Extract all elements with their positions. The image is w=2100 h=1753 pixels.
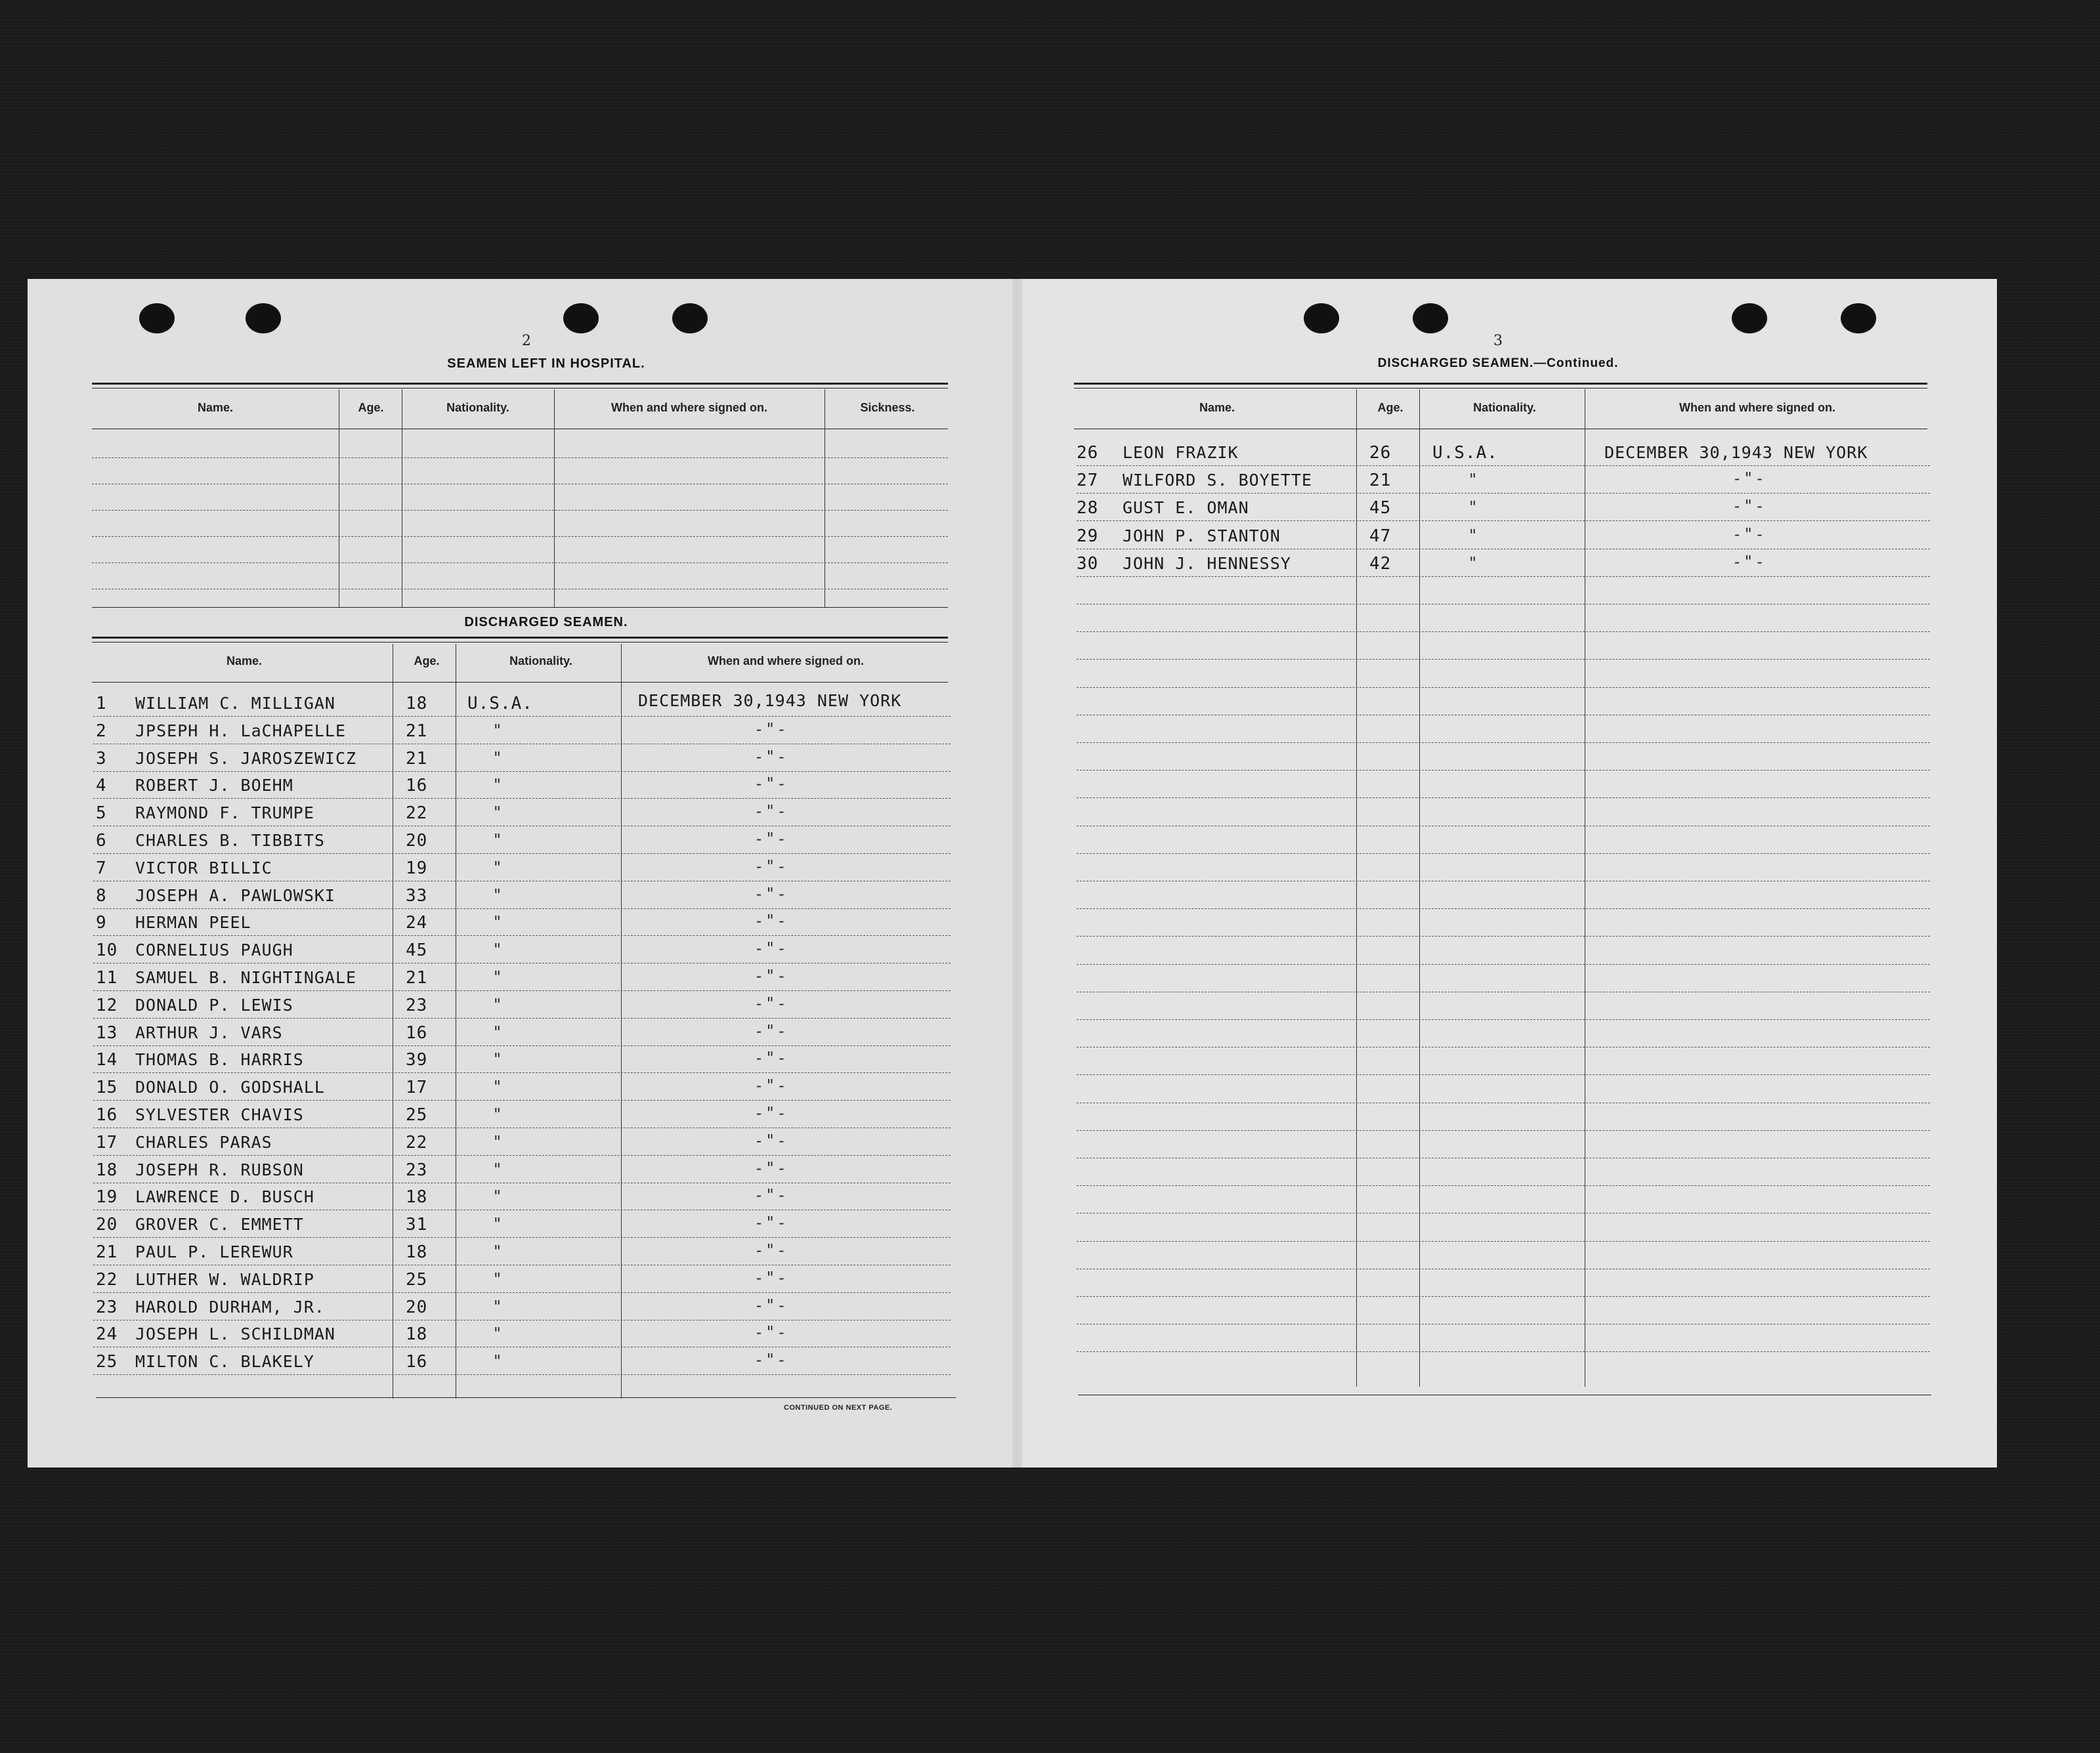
row-number: 1	[96, 694, 107, 713]
row-number: 13	[96, 1023, 118, 1043]
signed-on-ditto: - " -	[756, 1076, 784, 1095]
nationality-ditto: "	[1469, 554, 1477, 572]
seaman-nationality: U.S.A.	[467, 694, 533, 713]
signed-on-ditto: - " -	[756, 1214, 784, 1232]
right-col-age: Age.	[1377, 401, 1404, 414]
row-rule	[1077, 1296, 1930, 1297]
seaman-age: 45	[1369, 498, 1392, 518]
signed-on-ditto: - " -	[756, 912, 784, 930]
seaman-age: 45	[406, 940, 428, 960]
continued-note: CONTINUED ON NEXT PAGE.	[784, 1404, 893, 1412]
seaman-age: 23	[406, 1160, 428, 1180]
seaman-nationality: U.S.A.	[1432, 443, 1498, 463]
row-number: 9	[96, 913, 107, 933]
nationality-ditto: "	[494, 940, 502, 959]
seaman-age: 18	[406, 1324, 428, 1344]
seaman-name: VICTOR BILLIC	[135, 858, 272, 877]
row-rule	[1077, 465, 1930, 466]
row-number: 22	[96, 1270, 118, 1290]
row-number: 10	[96, 940, 118, 960]
row-number: 11	[96, 968, 118, 988]
seaman-age: 26	[1369, 443, 1392, 463]
punch-hole-icon	[139, 303, 175, 333]
seaman-age: 25	[406, 1270, 428, 1290]
seaman-age: 31	[406, 1215, 428, 1235]
signed-on-ditto: - " -	[756, 748, 784, 766]
signed-on-ditto: - " -	[756, 939, 784, 958]
row-number: 8	[96, 886, 107, 906]
row-number: 14	[96, 1050, 118, 1070]
col-divider	[1356, 389, 1357, 1387]
nationality-ditto: "	[494, 776, 502, 794]
row-rule	[93, 1072, 951, 1073]
signed-on-ditto: - " -	[756, 802, 784, 820]
row-rule	[1077, 1019, 1930, 1020]
row-rule	[1077, 1351, 1930, 1352]
hospital-top-rule-thin	[92, 388, 948, 389]
row-rule	[1077, 576, 1930, 577]
hospital-blank-row	[92, 510, 948, 511]
seaman-age: 24	[406, 913, 428, 933]
nationality-ditto: "	[494, 1352, 502, 1370]
row-rule	[93, 716, 951, 717]
row-rule	[93, 1292, 951, 1293]
nationality-ditto: "	[494, 1160, 502, 1179]
discharged-top-rule	[92, 637, 948, 639]
seaman-age: 22	[406, 803, 428, 823]
hospital-col-age: Age.	[358, 401, 384, 414]
row-rule	[1077, 908, 1930, 909]
discharged-top-rule-thin-2	[92, 642, 948, 643]
row-rule	[1077, 1074, 1930, 1075]
col-divider	[554, 389, 555, 607]
seaman-name: HERMAN PEEL	[135, 913, 251, 932]
page-number-right: 3	[1493, 333, 1503, 349]
seaman-name: LEON FRAZIK	[1123, 443, 1239, 462]
nationality-ditto: "	[494, 913, 502, 931]
row-number: 16	[96, 1105, 118, 1125]
seaman-name: ROBERT J. BOEHM	[135, 776, 293, 795]
nationality-ditto: "	[494, 1242, 502, 1261]
row-rule	[1077, 1185, 1930, 1186]
row-number: 25	[96, 1352, 118, 1372]
row-rule	[1077, 493, 1930, 494]
row-rule	[93, 1155, 951, 1156]
seaman-name: JOSEPH A. PAWLOWSKI	[135, 886, 335, 905]
nationality-ditto: "	[494, 968, 502, 986]
discharged-col-nationality: Nationality.	[509, 654, 572, 667]
signed-on-ditto: - " -	[1734, 525, 1763, 543]
seaman-name: DONALD O. GODSHALL	[135, 1078, 325, 1097]
signed-on-ditto: - " -	[756, 1131, 784, 1150]
row-number: 19	[96, 1187, 118, 1207]
signed-on-ditto: - " -	[756, 967, 784, 985]
discharged-top-rule-thin	[92, 607, 948, 608]
row-rule	[1077, 797, 1930, 798]
signed-on-ditto: - " -	[756, 1269, 784, 1287]
row-rule	[1077, 659, 1930, 660]
nationality-ditto: "	[494, 1324, 502, 1343]
row-rule	[93, 798, 951, 799]
row-number: 15	[96, 1078, 118, 1097]
punch-hole-icon	[1732, 303, 1767, 333]
row-number: 28	[1077, 498, 1099, 518]
row-number: 6	[96, 831, 107, 851]
col-divider	[621, 644, 622, 1399]
signed-on-ditto: - " -	[756, 1323, 784, 1341]
row-rule	[93, 990, 951, 991]
seaman-age: 16	[406, 1023, 428, 1043]
seaman-name: DONALD P. LEWIS	[135, 996, 293, 1015]
discharged-section-title: DISCHARGED SEAMEN.	[464, 615, 628, 629]
discharged-col-age: Age.	[414, 654, 440, 667]
page-gutter	[1012, 279, 1023, 1468]
right-col-signed-on: When and where signed on.	[1679, 401, 1836, 414]
discharged-col-name: Name.	[226, 654, 263, 667]
signed-on-ditto: - " -	[756, 1186, 784, 1204]
nationality-ditto: "	[494, 1023, 502, 1042]
seaman-name: GUST E. OMAN	[1123, 498, 1249, 517]
nationality-ditto: "	[494, 1187, 502, 1206]
nationality-ditto: "	[494, 1078, 502, 1096]
seaman-name: CORNELIUS PAUGH	[135, 940, 293, 960]
nationality-ditto: "	[494, 749, 502, 767]
hospital-section-title: SEAMEN LEFT IN HOSPITAL.	[447, 356, 645, 371]
nationality-ditto: "	[494, 1215, 502, 1233]
seaman-age: 17	[406, 1078, 428, 1097]
seaman-age: 21	[406, 749, 428, 769]
hospital-top-rule	[92, 383, 948, 385]
row-rule	[93, 1018, 951, 1019]
seaman-name: JOSEPH L. SCHILDMAN	[135, 1324, 335, 1343]
row-rule	[93, 1374, 951, 1375]
seaman-age: 16	[406, 776, 428, 795]
hospital-blank-row	[92, 562, 948, 563]
row-number: 29	[1077, 526, 1099, 546]
seaman-age: 23	[406, 996, 428, 1015]
nationality-ditto: "	[494, 996, 502, 1014]
signed-on-ditto: - " -	[756, 885, 784, 903]
right-col-name: Name.	[1199, 401, 1235, 414]
nationality-ditto: "	[494, 858, 502, 877]
signed-on-ditto: - " -	[756, 1049, 784, 1067]
signed-on-ditto: - " -	[756, 1022, 784, 1040]
nationality-ditto: "	[494, 803, 502, 822]
seaman-age: 47	[1369, 526, 1392, 546]
discharged-bottom-rule	[96, 1397, 956, 1398]
nationality-ditto: "	[1469, 471, 1477, 489]
nationality-ditto: "	[494, 1133, 502, 1151]
signed-on-ditto: - " -	[756, 857, 784, 876]
nationality-ditto: "	[494, 1050, 502, 1068]
row-rule	[1077, 1130, 1930, 1131]
nationality-ditto: "	[494, 1298, 502, 1316]
hospital-blank-row	[92, 536, 948, 537]
seaman-age: 20	[406, 1298, 428, 1317]
row-number: 26	[1077, 443, 1099, 463]
punch-hole-icon	[672, 303, 708, 333]
seaman-age: 18	[406, 1242, 428, 1262]
nationality-ditto: "	[494, 721, 502, 740]
row-rule	[93, 1045, 951, 1046]
seaman-name: JPSEPH H. LaCHAPELLE	[135, 721, 347, 740]
signed-on-ditto: - " -	[756, 774, 784, 793]
seaman-name: RAYMOND F. TRUMPE	[135, 803, 314, 822]
row-rule	[1077, 520, 1930, 521]
row-rule	[1077, 853, 1930, 854]
seaman-age: 22	[406, 1133, 428, 1152]
row-rule	[93, 1237, 951, 1238]
row-number: 27	[1077, 471, 1099, 490]
hospital-col-sickness: Sickness.	[860, 401, 915, 414]
signed-on-ditto: - " -	[756, 994, 784, 1013]
seaman-name: WILFORD S. BOYETTE	[1123, 471, 1312, 490]
row-rule	[1077, 687, 1930, 688]
seaman-name: ARTHUR J. VARS	[135, 1023, 283, 1042]
signed-on-ditto: - " -	[756, 1296, 784, 1315]
row-number: 4	[96, 776, 107, 795]
seaman-age: 25	[406, 1105, 428, 1125]
seaman-age: 42	[1369, 554, 1392, 574]
nationality-ditto: "	[494, 1270, 502, 1288]
hospital-col-signed-on: When and where signed on.	[611, 401, 768, 414]
seaman-name: SYLVESTER CHAVIS	[135, 1105, 304, 1124]
nationality-ditto: "	[1469, 498, 1477, 517]
row-number: 20	[96, 1215, 118, 1235]
seaman-age: 33	[406, 886, 428, 906]
discharged-col-signed-on: When and where signed on.	[707, 654, 865, 667]
row-number: 2	[96, 721, 107, 741]
seaman-age: 19	[406, 858, 428, 878]
row-rule	[1077, 770, 1930, 771]
seaman-name: WILLIAM C. MILLIGAN	[135, 694, 335, 713]
hospital-col-nationality: Nationality.	[446, 401, 509, 414]
row-rule	[1077, 936, 1930, 937]
punch-hole-icon	[1841, 303, 1876, 333]
row-rule	[1077, 1241, 1930, 1242]
row-number: 21	[96, 1242, 118, 1262]
seaman-age: 21	[1369, 471, 1392, 490]
seaman-name: JOSEPH S. JAROSZEWICZ	[135, 749, 357, 768]
signed-on-ditto: - " -	[1734, 553, 1763, 571]
seaman-name: LUTHER W. WALDRIP	[135, 1270, 314, 1289]
nationality-ditto: "	[1469, 526, 1477, 545]
seaman-age: 21	[406, 721, 428, 741]
seaman-name: JOSEPH R. RUBSON	[135, 1160, 304, 1179]
signed-on-ditto: - " -	[756, 830, 784, 848]
row-number: 7	[96, 858, 107, 878]
row-rule	[1077, 964, 1930, 965]
hospital-blank-row	[92, 457, 948, 458]
seaman-name: CHARLES PARAS	[135, 1133, 272, 1152]
punch-hole-icon	[1413, 303, 1448, 333]
row-number: 30	[1077, 554, 1099, 574]
signed-on-ditto: - " -	[756, 720, 784, 738]
row-rule	[1077, 631, 1930, 632]
row-number: 17	[96, 1133, 118, 1152]
seaman-name: JOHN P. STANTON	[1123, 526, 1281, 545]
seaman-age: 20	[406, 831, 428, 851]
right-col-nationality: Nationality.	[1473, 401, 1536, 414]
signed-on-ditto: - " -	[1734, 469, 1763, 488]
row-rule	[93, 853, 951, 854]
signed-on-ditto: - " -	[756, 1241, 784, 1259]
row-rule	[1077, 742, 1930, 743]
row-number: 3	[96, 749, 107, 769]
seaman-age: 16	[406, 1352, 428, 1372]
row-number: 12	[96, 996, 118, 1015]
signed-on-entry: DECEMBER 30,1943 NEW YORK	[638, 691, 902, 710]
row-number: 5	[96, 803, 107, 823]
seaman-name: HAROLD DURHAM, JR.	[135, 1298, 325, 1317]
signed-on-ditto: - " -	[756, 1351, 784, 1369]
row-rule	[1077, 1213, 1930, 1214]
discharged-header-rule	[92, 682, 948, 683]
nationality-ditto: "	[494, 886, 502, 904]
seaman-name: THOMAS B. HARRIS	[135, 1050, 304, 1069]
punch-hole-icon	[246, 303, 281, 333]
col-divider	[1419, 389, 1420, 1387]
seaman-name: GROVER C. EMMETT	[135, 1215, 304, 1234]
row-number: 24	[96, 1324, 118, 1344]
row-rule	[93, 935, 951, 936]
seaman-name: SAMUEL B. NIGHTINGALE	[135, 968, 357, 987]
signed-on-ditto: - " -	[756, 1159, 784, 1177]
right-top-rule	[1074, 383, 1927, 385]
seaman-age: 18	[406, 1187, 428, 1207]
seaman-age: 39	[406, 1050, 428, 1070]
scanned-document	[28, 279, 1997, 1468]
signed-on-entry: DECEMBER 30,1943 NEW YORK	[1604, 443, 1868, 462]
punch-hole-icon	[1304, 303, 1339, 333]
seaman-name: PAUL P. LEREWUR	[135, 1242, 293, 1261]
row-number: 23	[96, 1298, 118, 1317]
seaman-name: LAWRENCE D. BUSCH	[135, 1187, 314, 1206]
seaman-age: 21	[406, 968, 428, 988]
page-number-left: 2	[522, 333, 531, 349]
seaman-name: MILTON C. BLAKELY	[135, 1352, 314, 1371]
punch-hole-icon	[563, 303, 599, 333]
hospital-col-name: Name.	[197, 401, 234, 414]
row-number: 18	[96, 1160, 118, 1180]
seaman-name: JOHN J. HENNESSY	[1123, 554, 1291, 573]
seaman-name: CHARLES B. TIBBITS	[135, 831, 325, 850]
row-rule	[93, 1100, 951, 1101]
nationality-ditto: "	[494, 831, 502, 849]
nationality-ditto: "	[494, 1105, 502, 1124]
row-rule	[93, 771, 951, 772]
continued-section-title: DISCHARGED SEAMEN.—Continued.	[1377, 356, 1619, 370]
right-top-rule-thin	[1074, 388, 1927, 389]
row-rule	[93, 908, 951, 909]
signed-on-ditto: - " -	[1734, 497, 1763, 515]
signed-on-ditto: - " -	[756, 1104, 784, 1122]
seaman-age: 18	[406, 694, 428, 713]
